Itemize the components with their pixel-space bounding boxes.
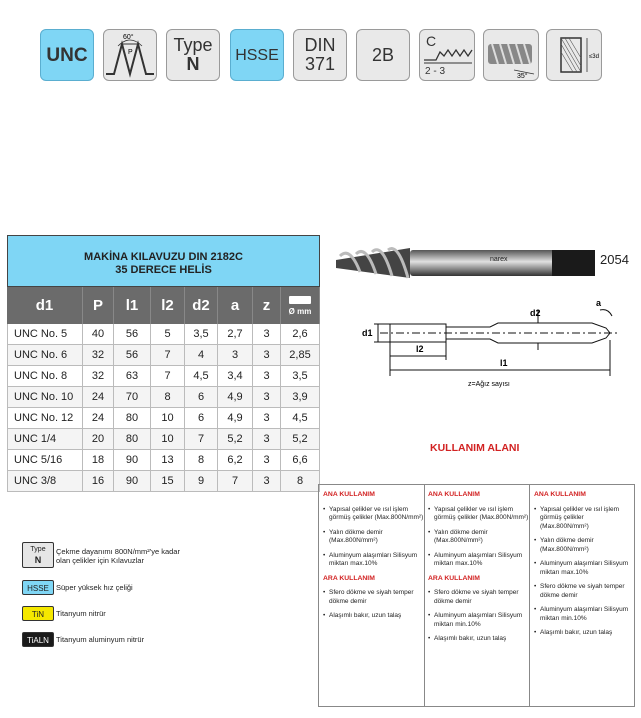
col-d1: d1 — [7, 287, 83, 324]
thread-profile-icon — [104, 30, 156, 80]
table-row — [7, 366, 320, 387]
table-cell: 80 — [114, 429, 151, 450]
usage-table — [318, 484, 635, 707]
dim-caption: z=Ağız sayısı — [468, 381, 510, 388]
type-value: N — [186, 54, 200, 74]
table-cell: 4,5 — [185, 366, 218, 387]
col-drill-label: Ø mm — [288, 306, 312, 316]
legend-tialn-badge: TiALN — [22, 632, 54, 647]
usage-item: • Alaşımlı bakır, uzun talaş — [534, 629, 634, 638]
table-cell: 6 — [185, 408, 218, 429]
table-row — [7, 471, 320, 492]
legend-tin-text: Titanyum nitrür — [56, 609, 106, 618]
dim-a: a — [596, 298, 602, 308]
table-cell: 3 — [253, 324, 281, 345]
unc-icon — [40, 29, 94, 81]
blind-hole-profile-icon — [547, 30, 601, 80]
table-cell: 5,2 — [281, 429, 320, 450]
table-cell: 5 — [151, 324, 185, 345]
tolerance-label: 2B — [371, 44, 395, 65]
tap-image — [330, 238, 600, 288]
dim-l2: l2 — [416, 344, 424, 354]
brand-mark: narex — [490, 256, 508, 263]
col-p: P — [83, 287, 114, 324]
table-cell: UNC 3/8 — [7, 471, 83, 492]
din-line2: 371 — [304, 54, 336, 74]
table-cell: 13 — [151, 450, 185, 471]
helix-angle: 35° — [517, 73, 528, 80]
col-a: a — [218, 287, 253, 324]
table-cell: UNC No. 6 — [7, 345, 83, 366]
table-cell: 3,5 — [185, 324, 218, 345]
usage-item: • Yalın dökme demir (Max.800N/mm²) — [534, 537, 634, 554]
blind-hole-icon — [546, 29, 602, 81]
angle-label: 60° — [123, 34, 134, 41]
spiral-tap-icon — [484, 30, 538, 80]
table-cell: 5,2 — [218, 429, 253, 450]
table-cell: 3 — [253, 387, 281, 408]
usage-column — [424, 485, 530, 706]
table-cell: 6 — [185, 387, 218, 408]
usage-item: • Yalın dökme demir (Max.800N/mm²) — [323, 529, 424, 546]
drill-icon — [289, 296, 311, 304]
usage-title: KULLANIM ALANI — [430, 442, 520, 454]
col-drill — [281, 287, 320, 324]
table-cell: 3 — [253, 345, 281, 366]
table-cell: 3 — [253, 429, 281, 450]
table-cell: UNC No. 8 — [7, 366, 83, 387]
chamfer-range: 2 - 3 — [425, 66, 446, 77]
table-cell: 18 — [83, 450, 114, 471]
type-n-icon — [166, 29, 220, 81]
table-cell: 7 — [218, 471, 253, 492]
table-cell: UNC 1/4 — [7, 429, 83, 450]
usage-item: • Aluminyum alaşımları Silisyum miktarı max.10% — [428, 552, 529, 569]
table-cell: 2,7 — [218, 324, 253, 345]
table-cell: 10 — [151, 408, 185, 429]
table-cell: 2,85 — [281, 345, 320, 366]
helix-icon — [483, 29, 539, 81]
table-row — [7, 450, 320, 471]
dim-d1: d1 — [362, 328, 373, 338]
table-cell: 90 — [114, 471, 151, 492]
usage-sec-title: ARA KULLANIM — [323, 574, 375, 582]
table-cell: 10 — [151, 429, 185, 450]
table-cell: UNC No. 12 — [7, 408, 83, 429]
table-cell: 3,9 — [281, 387, 320, 408]
table-cell: 16 — [83, 471, 114, 492]
table-cell: 7 — [151, 366, 185, 387]
tolerance-icon — [356, 29, 410, 81]
table-cell: 3,4 — [218, 366, 253, 387]
usage-item: • Aluminyum alaşımları Silisyum miktarı max.10% — [323, 552, 424, 569]
table-cell: UNC No. 5 — [7, 324, 83, 345]
unc-label: UNC — [46, 44, 88, 66]
table-cell: 6,2 — [218, 450, 253, 471]
table-cell: 32 — [83, 366, 114, 387]
usage-column — [319, 485, 425, 706]
usage-main-title: ANA KULLANIM — [534, 491, 586, 498]
legend-tialn-text: Titanyum aluminyum nitrür — [56, 635, 145, 644]
table-cell: UNC 5/16 — [7, 450, 83, 471]
usage-sec-title: ARA KULLANIM — [428, 574, 480, 582]
table-cell: 24 — [83, 387, 114, 408]
dimension-drawing — [350, 290, 625, 390]
usage-item: • Aluminyum alaşımları Silisyum miktarı min.10% — [428, 612, 529, 629]
usage-main-title: ANA KULLANIM — [428, 491, 480, 498]
usage-column — [530, 485, 634, 706]
table-cell: 4,5 — [281, 408, 320, 429]
thread-angle-icon — [103, 29, 157, 81]
table-cell: 63 — [114, 366, 151, 387]
table-row — [7, 345, 320, 366]
table-cell: 8 — [185, 450, 218, 471]
hsse-icon — [230, 29, 284, 81]
usage-item: • Yapısal çelikler ve ısıl işlem görmüş çelikler (Max.800N/mm²) — [428, 506, 529, 523]
table-cell: 4,9 — [218, 387, 253, 408]
usage-item: • Alaşımlı bakır, uzun talaş — [323, 612, 424, 621]
usage-item: • Sfero dökme ve siyah temper dökme demir — [323, 589, 424, 606]
usage-item: • Sfero dökme ve siyah temper dökme demir — [534, 583, 634, 600]
table-cell: 3 — [253, 450, 281, 471]
table-cell: 3 — [218, 345, 253, 366]
table-cell: UNC No. 10 — [7, 387, 83, 408]
type-label: Type — [173, 35, 213, 55]
table-row — [7, 408, 320, 429]
usage-item: • Yalın dökme demir (Max.800N/mm²) — [428, 529, 529, 546]
col-l1: l1 — [114, 287, 151, 324]
table-title-line2: 35 DERECE HELİS — [115, 264, 212, 276]
legend-type-text: Çekme dayanımı 800N/mm²'ye kadar olan çelikler için Kılavuzlar — [56, 547, 180, 565]
usage-item: • Aluminyum alaşımları Silisyum miktarı min.10% — [534, 606, 634, 623]
table-cell: 20 — [83, 429, 114, 450]
table-cell: 80 — [114, 408, 151, 429]
col-z: z — [253, 287, 281, 324]
table-cell: 15 — [151, 471, 185, 492]
table-cell: 3 — [253, 471, 281, 492]
table-cell: 8 — [151, 387, 185, 408]
din-line1: DIN — [304, 35, 336, 55]
pitch-label: P — [128, 49, 133, 56]
table-cell: 40 — [83, 324, 114, 345]
legend-type-top: Type — [30, 546, 46, 553]
usage-item: • Sfero dökme ve siyah temper dökme demir — [428, 589, 529, 606]
legend-type-badge — [22, 542, 54, 568]
usage-item: • Yapısal çelikler ve ısıl işlem görmüş çelikler (Max.800N/mm²) — [323, 506, 424, 523]
table-cell: 9 — [185, 471, 218, 492]
table-cell: 24 — [83, 408, 114, 429]
din-icon — [293, 29, 347, 81]
table-cell: 90 — [114, 450, 151, 471]
dim-d2: d2 — [530, 308, 541, 318]
table-cell: 4 — [185, 345, 218, 366]
product-code: 2054 — [600, 252, 629, 267]
table-cell: 56 — [114, 345, 151, 366]
table-row — [7, 324, 320, 345]
table-cell: 32 — [83, 345, 114, 366]
usage-item: • Aluminyum alaşımları Silisyum miktarı max.10% — [534, 560, 634, 577]
table-row — [7, 429, 320, 450]
table-cell: 8 — [281, 471, 320, 492]
table-title — [7, 235, 320, 287]
usage-item: • Yapısal çelikler ve ısıl işlem görmüş çelikler (Max.800N/mm²) — [534, 506, 634, 532]
table-cell: 6,6 — [281, 450, 320, 471]
table-cell: 3 — [253, 366, 281, 387]
legend-hsse-badge: HSSE — [22, 580, 54, 595]
table-cell: 3,5 — [281, 366, 320, 387]
table-cell: 3 — [253, 408, 281, 429]
table-cell: 70 — [114, 387, 151, 408]
dim-l1: l1 — [500, 358, 508, 368]
table-title-line1: MAKİNA KILAVUZU DIN 2182C — [84, 251, 243, 263]
table-row — [7, 387, 320, 408]
legend-type-bottom: N — [34, 555, 42, 565]
usage-main-title: ANA KULLANIM — [323, 491, 375, 498]
table-cell: 7 — [185, 429, 218, 450]
svg-text:≤3d: ≤3d — [589, 54, 599, 60]
col-d2: d2 — [185, 287, 218, 324]
table-cell: 56 — [114, 324, 151, 345]
table-cell: 2,6 — [281, 324, 320, 345]
col-l2: l2 — [151, 287, 185, 324]
chamfer-profile-icon — [420, 30, 474, 80]
legend-hsse-text: Süper yüksek hız çeliği — [56, 583, 133, 592]
chamfer-letter: C — [426, 33, 437, 49]
hsse-label: HSSE — [235, 46, 279, 64]
table-cell: 4,9 — [218, 408, 253, 429]
chamfer-icon — [419, 29, 475, 81]
usage-item: • Alaşımlı bakır, uzun talaş — [428, 635, 529, 644]
table-cell: 7 — [151, 345, 185, 366]
legend-tin-badge: TiN — [22, 606, 54, 621]
